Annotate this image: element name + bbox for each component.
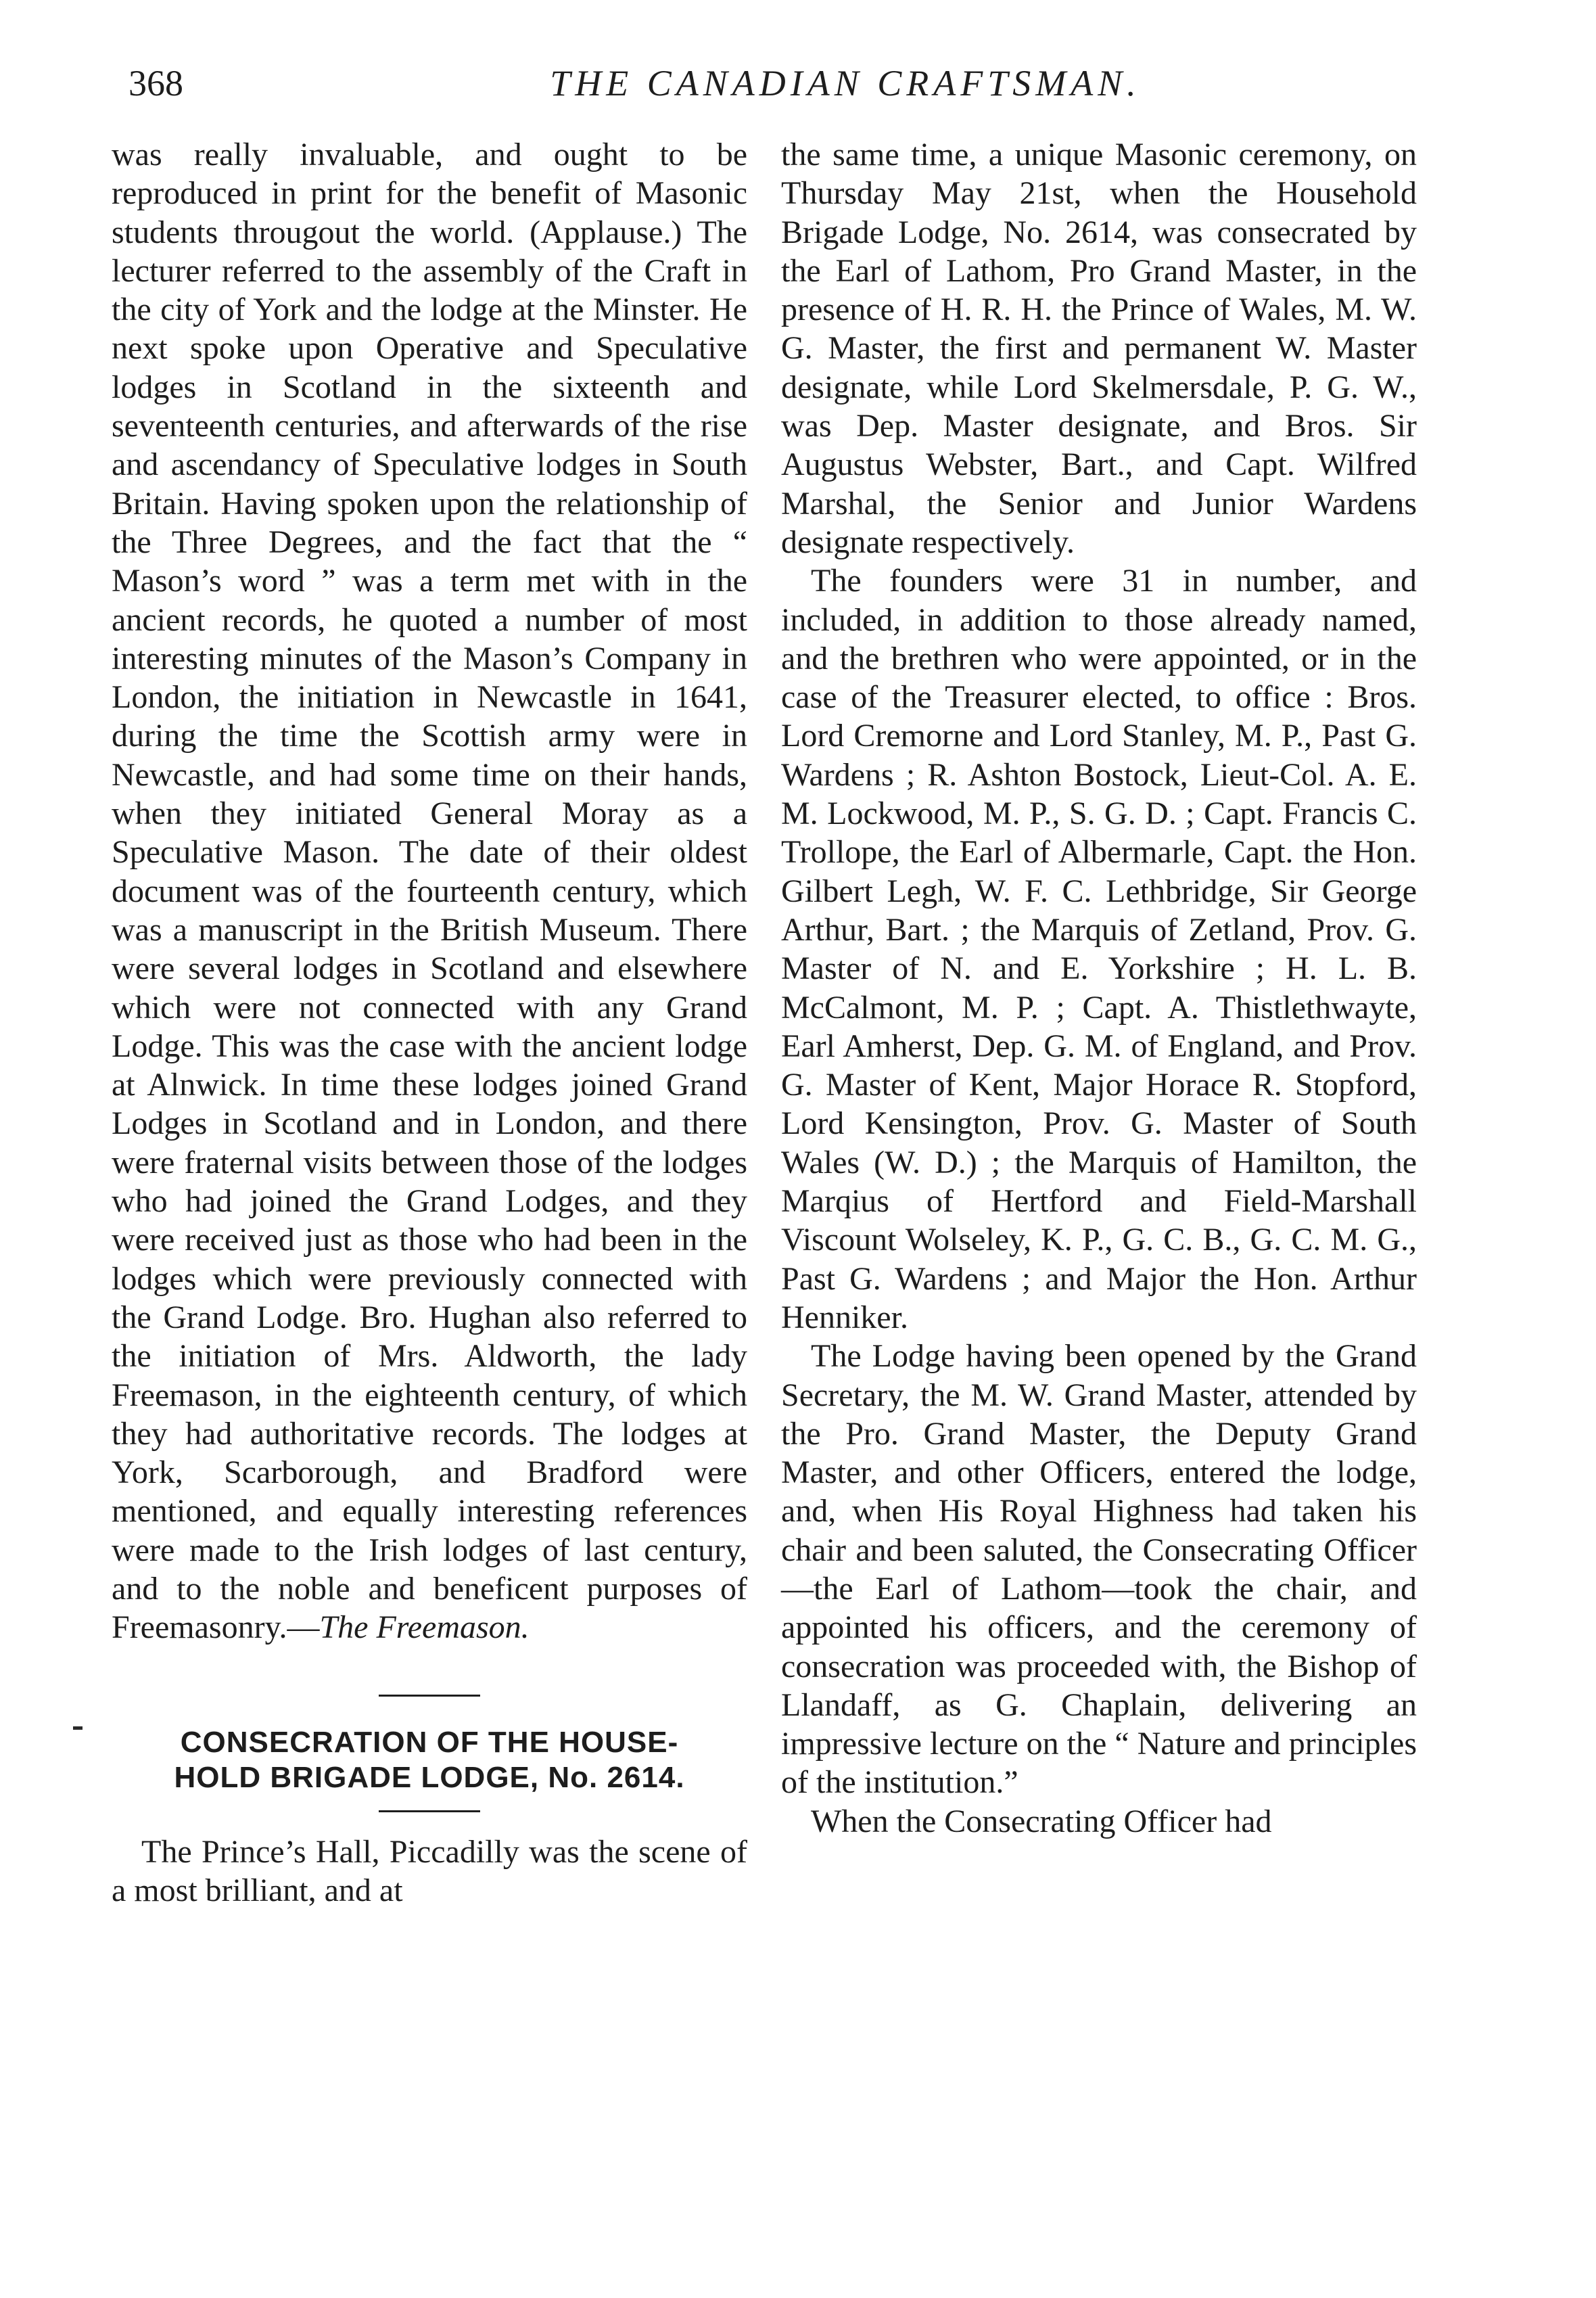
running-head: THE CANADIAN CRAFTSMAN. [550,63,1141,104]
page-number: 368 [128,63,183,104]
article-continuation-paragraph [112,135,747,1647]
left-column [112,135,747,1910]
right-column [781,135,1417,1841]
article-paragraph: When the Consecrating Officer had [811,1803,1272,1839]
heading-divider [379,1810,480,1812]
article-heading-line: CONSECRATION OF THE HOUSE- [180,1725,679,1759]
article-heading [112,1725,747,1795]
margin-mark [73,1726,83,1730]
section-divider [379,1695,480,1697]
article-paragraph: the same time, a unique Masonic ceremony, on Thursday May 21st, when the Household Brigade Lodge, No. 2614, was consecrated by the Earl of Lathom, Pro Grand Master, in the presence of H. R. H. the Prince of Wales, M. W. G. Master, the first and permanent W. Master designate, while Lord Skelmersdale, P. G. W., was Dep. Master designate, and Bros. Sir Augustus Webster, Bart., and Capt. Wilfred Marshal, the Senior and Junior Wardens designate respectively. [781,137,1417,560]
paragraph-text: was really invaluable, and ought to be reproduced in print for the benefit of Masonic students througout the world. (Applause.) The lecturer referred to the assembly of the Craft in the city of York and the lodge at the Minster. He next spoke upon Operative and Speculative lodges in Scotland in the sixteenth and seventeenth centuries, and afterwards of the rise and ascendancy of Speculative lodges in South Britain. Having spoken upon the relationship of the Three Degrees, and the fact that the “ Mason’s word ” was a term met with in the ancient records, he quoted a number of most interesting minutes of the Mason’s Company in London, the initiation in Newcastle in 1641, during the time the Scottish army were in Newcastle, and had some time on their hands, when they initiated General Moray as a Speculative Mason. The date of their oldest document was of the fourteenth century, which was a manuscript in the British Museum. There were several lodges in Scotland and elsewhere which were not connected with any Grand Lodge. This was the case with the ancient lodge at Alnwick. In time these lodges joined Grand Lodges in Scotland and in London, and there were fraternal visits between those of the lodges who had joined the Grand Lodges, and they were received just as those who had been in the lodges which were previously connected with the Grand Lodge. Bro. Hughan also referred to the initiation of Mrs. Aldworth, the lady Freemason, in the eighteenth century, of which they had authoritative records. The lodges at York, Scarborough, and Bradford were mentioned, and equally interesting references were made to the Irish lodges of last century, and to the noble and beneficent purposes of Freemasonry.— [112,137,747,1646]
article-paragraph: The Lodge having been opened by the Grand Secretary, the M. W. Grand Master, attended by the Pro. Grand Master, the Deputy Grand Master, and other Officers, entered the lodge, and, when His Royal Highness had taken his chair and been saluted, the Consecrating Officer—the Earl of Lathom—took the chair, and appointed his officers, and the ceremony of consecration was proceeded with, the Bishop of Llandaff, as G. Chaplain, delivering an impressive lecture on the “ Nature and principles of the institution.” [781,1338,1417,1801]
article-paragraph: The founders were 31 in number, and included, in addition to those already named, and the brethren who were appointed, or in the case of the Treasurer elected, to office : Bros. Lord Cremorne and Lord Stanley, M. P., Past G. Wardens ; R. Ashton Bostock, Lieut-Col. A. E. M. Lockwood, M. P., S. G. D. ; Capt. Francis C. Trollope, the Earl of Albermarle, Capt. the Hon. Gilbert Legh, W. F. C. Lethbridge, Sir George Arthur, Bart. ; the Marquis of Zetland, Prov. G. Master of N. and E. Yorkshire ; H. L. B. McCalmont, M. P. ; Capt. A. Thistlethwayte, Earl Amherst, Dep. G. M. of England, and Prov. G. Master of Kent, Major Horace R. Stopford, Lord Kensington, Prov. G. Master of South Wales (W. D.) ; the Marquis of Hamilton, the Marqius of Hertford and Field-Marshall Viscount Wolseley, K. P., G. C. B., G. C. M. G., Past G. Wardens ; and Major the Hon. Arthur Henniker. [781,563,1417,1335]
article-paragraph: The Prince’s Hall, Piccadilly was the scene of a most brilliant, and at [112,1833,747,1908]
source-citation: The Freemason. [319,1609,530,1646]
article-heading-line: HOLD BRIGADE LODGE, No. 2614. [174,1760,685,1794]
